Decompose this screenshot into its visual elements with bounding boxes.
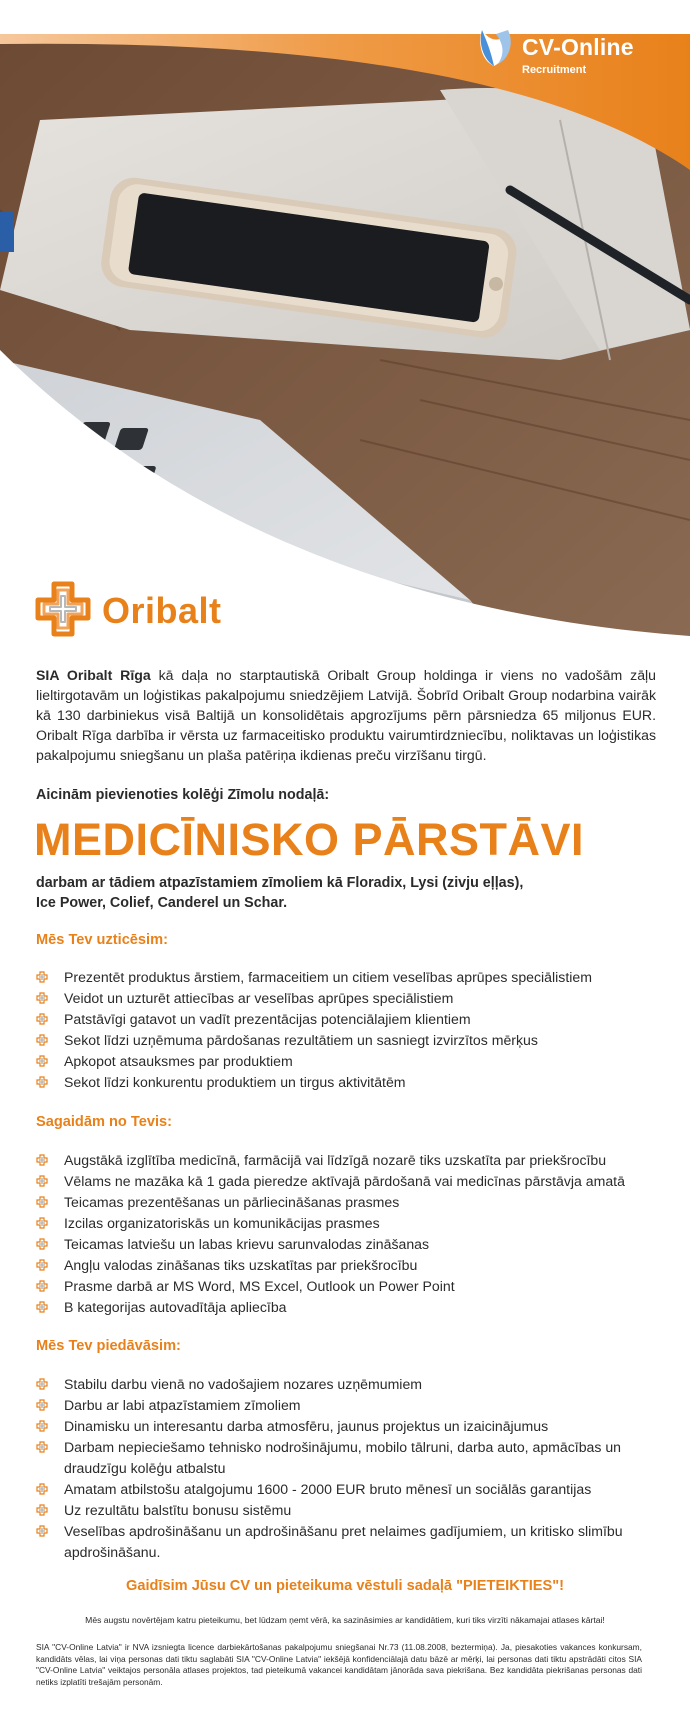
- orange-cross-bullet-icon: [36, 1259, 48, 1271]
- list-item-text: Dinamisku un interesantu darba atmosfēru, jaunus projektus un izaicinājumus: [64, 1418, 549, 1434]
- orange-cross-bullet-icon: [36, 1280, 48, 1292]
- orange-cross-bullet-icon: [36, 1238, 48, 1250]
- orange-cross-bullet-icon: [36, 1196, 48, 1208]
- list-item-text: Teicamas prezentēšanas un pārliecināšanas prasmes: [64, 1194, 400, 1210]
- orange-cross-bullet-icon: [36, 1441, 48, 1453]
- list-item: [36, 1150, 656, 1171]
- list-item: [36, 1521, 656, 1563]
- list-item: [36, 1416, 656, 1437]
- list-item: [36, 1192, 656, 1213]
- list-item: [36, 1276, 656, 1297]
- list-item-text: Prezentēt produktus ārstiem, farmaceitiem un citiem veselības aprūpes speciālistiem: [64, 969, 592, 985]
- list-item: [36, 1234, 656, 1255]
- list-item-text: Amatam atbilstošu atalgojumu 1600 - 2000 EUR bruto mēnesī un sociālās garantijas: [64, 1481, 592, 1497]
- list-item: [36, 1072, 656, 1093]
- duties-list: [36, 967, 656, 1093]
- orange-cross-bullet-icon: [36, 1013, 48, 1025]
- list-item-text: Prasme darbā ar MS Word, MS Excel, Outlook un Power Point: [64, 1278, 455, 1294]
- job-subtitle-line-1: darbam ar tādiem atpazīstamiem zīmoliem kā Floradix, Lysi (zivju eļļas),: [36, 875, 524, 891]
- list-item-text: Sekot līdzi konkurentu produktiem un tirgus aktivitātēm: [64, 1074, 406, 1090]
- invite-line: Aicinām pievienoties kolēģi Zīmolu nodaļā:: [36, 787, 330, 803]
- list-item: [36, 1374, 656, 1395]
- hero-banner: [0, 0, 690, 650]
- offer-list: [36, 1374, 656, 1563]
- list-item: [36, 1171, 656, 1192]
- list-item-text: Apkopot atsauksmes par produktiem: [64, 1053, 293, 1069]
- list-item-text: Angļu valodas zināšanas tiks uzskatītas par priekšrocību: [64, 1257, 418, 1273]
- orange-cross-bullet-icon: [36, 1175, 48, 1187]
- orange-cross-bullet-icon: [36, 1055, 48, 1067]
- orange-cross-bullet-icon: [36, 971, 48, 983]
- job-subtitle-line-2: Ice Power, Colief, Canderel un Schar.: [36, 895, 288, 911]
- oribalt-logo: [34, 580, 274, 642]
- list-item: [36, 1009, 656, 1030]
- orange-cross-bullet-icon: [36, 1399, 48, 1411]
- intro-section: [36, 665, 656, 803]
- orange-cross-bullet-icon: [36, 992, 48, 1004]
- list-item-text: Teicamas latviešu un labas krievu sarunvalodas zināšanas: [64, 1236, 430, 1252]
- legal-disclaimer: SIA "CV-Online Latvia" ir NVA izsniegta licence darbiekārtošanas pakalpojumu sniegšanai Nr.73 (11.08.2008, beztermiņa). Ja, piesakoties vakances konkursam, kandidāts vēlas, lai viņa personas dati tiktu saglabāti SIA "CV-Online Latvia" iekšējā konfidenciālajā datu bāzē ar mērķi, lai personas dati tiktu apstrādāti citos SIA "CV-Online Latvia" veiktajos personāla atlases projektos, tad pieteikumā vakancei kandidātam jānorāda sava piekrišana. Bez kandidāta piekrišanas personas dati netiks izplatīti trešajām personām.: [36, 1642, 642, 1687]
- list-item: [36, 1255, 656, 1276]
- oribalt-name: Oribalt: [102, 590, 222, 631]
- list-item-text: Uz rezultātu balstītu bonusu sistēmu: [64, 1502, 292, 1518]
- list-item: [36, 1479, 656, 1500]
- company-name: SIA Oribalt Rīga: [36, 667, 151, 683]
- duties-heading: Mēs Tev uzticēsim:: [36, 932, 168, 948]
- list-item-text: Darbam nepieciešamo tehnisko nodrošinājumu, mobilo tālruni, darba auto, apmācības un draudzīgu kolēģu atbalstu: [64, 1439, 622, 1476]
- orange-cross-bullet-icon: [36, 1483, 48, 1495]
- orange-cross-bullet-icon: [36, 1301, 48, 1313]
- list-item: [36, 1437, 656, 1479]
- list-item-text: Stabilu darbu vienā no vadošajiem nozares uzņēmumiem: [64, 1376, 423, 1392]
- apply-instruction: Gaidīsim Jūsu CV un pieteikuma vēstuli sadaļā "PIETEIKTIES"!: [126, 1578, 564, 1594]
- list-item: [36, 1051, 656, 1072]
- selection-note: Mēs augstu novērtējam katru pieteikumu, bet lūdzam ņemt vērā, ka sazināsimies ar kandidātiem, kuri tiks virzīti nākamajai atlases kārtai!: [85, 1615, 605, 1625]
- orange-cross-bullet-icon: [36, 1378, 48, 1390]
- job-subtitle: [36, 873, 636, 913]
- intro-text: kā daļa no starptautiskā Oribalt Group holdinga ir viens no vadošām zāļu lieltirgotavām un loģistikas pakalpojumu sniedzējiem Latvijā. Šobrīd Oribalt Group nodarbina vairāk kā 130 darbiniekus visā Baltijā un konsolidētais apgrozījums pērn pārsniedza 65 miljonus EUR. Oribalt Rīga darbība ir vērsta uz farmaceitisko produktu vairumtirdzniecību, noliktavas un loģistikas pakalpojumu sniegšanu un plaša patēriņa ikdienas preču virzīšanu tirgū.: [36, 667, 656, 763]
- list-item: [36, 1395, 656, 1416]
- list-item: [36, 988, 656, 1009]
- orange-cross-bullet-icon: [36, 1076, 48, 1088]
- cv-online-subtitle: Recruitment: [522, 64, 587, 76]
- hero-image: [0, 0, 690, 650]
- list-item-text: Augstākā izglītība medicīnā, farmācijā vai līdzīgā nozarē tiks uzskatīta par priekšrocību: [64, 1152, 607, 1168]
- orange-cross-bullet-icon: [36, 1420, 48, 1432]
- list-item: [36, 1500, 656, 1521]
- list-item-text: B kategorijas autovadītāja apliecība: [64, 1299, 287, 1315]
- list-item-text: Sekot līdzi uzņēmuma pārdošanas rezultātiem un sasniegt izvirzītos mērķus: [64, 1032, 538, 1048]
- orange-cross-bullet-icon: [36, 1034, 48, 1046]
- cv-online-logo[interactable]: [476, 24, 656, 84]
- offer-heading: Mēs Tev piedāvāsim:: [36, 1338, 181, 1354]
- intro-paragraph: [36, 665, 656, 765]
- list-item-text: Veselības apdrošināšanu un apdrošināšanu pret nelaimes gadījumiem, un kritisko slimību apdrošināšanu.: [64, 1523, 623, 1560]
- list-item: [36, 1030, 656, 1051]
- list-item-text: Patstāvīgi gatavot un vadīt prezentācijas potenciālajiem klientiem: [64, 1011, 471, 1027]
- requirements-list: [36, 1150, 656, 1318]
- oribalt-cross-icon: [34, 580, 92, 638]
- orange-cross-bullet-icon: [36, 1217, 48, 1229]
- job-title: MEDICĪNISKO PĀRSTĀVI: [34, 814, 585, 865]
- list-item-text: Darbu ar labi atpazīstamiem zīmoliem: [64, 1397, 301, 1413]
- list-item: [36, 1213, 656, 1234]
- orange-cross-bullet-icon: [36, 1504, 48, 1516]
- list-item: [36, 967, 656, 988]
- requirements-heading: Sagaidām no Tevis:: [36, 1114, 172, 1130]
- cv-online-brand: CV-Online: [522, 34, 634, 60]
- list-item-text: Vēlams ne mazāka kā 1 gada pieredze aktīvajā pārdošanā vai medicīnas pārstāvja amatā: [64, 1173, 625, 1189]
- orange-cross-bullet-icon: [36, 1525, 48, 1537]
- list-item-text: Izcilas organizatoriskās un komunikācijas prasmes: [64, 1215, 380, 1231]
- orange-cross-bullet-icon: [36, 1154, 48, 1166]
- list-item: [36, 1297, 656, 1318]
- list-item-text: Veidot un uzturēt attiecības ar veselības aprūpes speciālistiem: [64, 990, 454, 1006]
- cv-online-logo-icon: [476, 26, 516, 70]
